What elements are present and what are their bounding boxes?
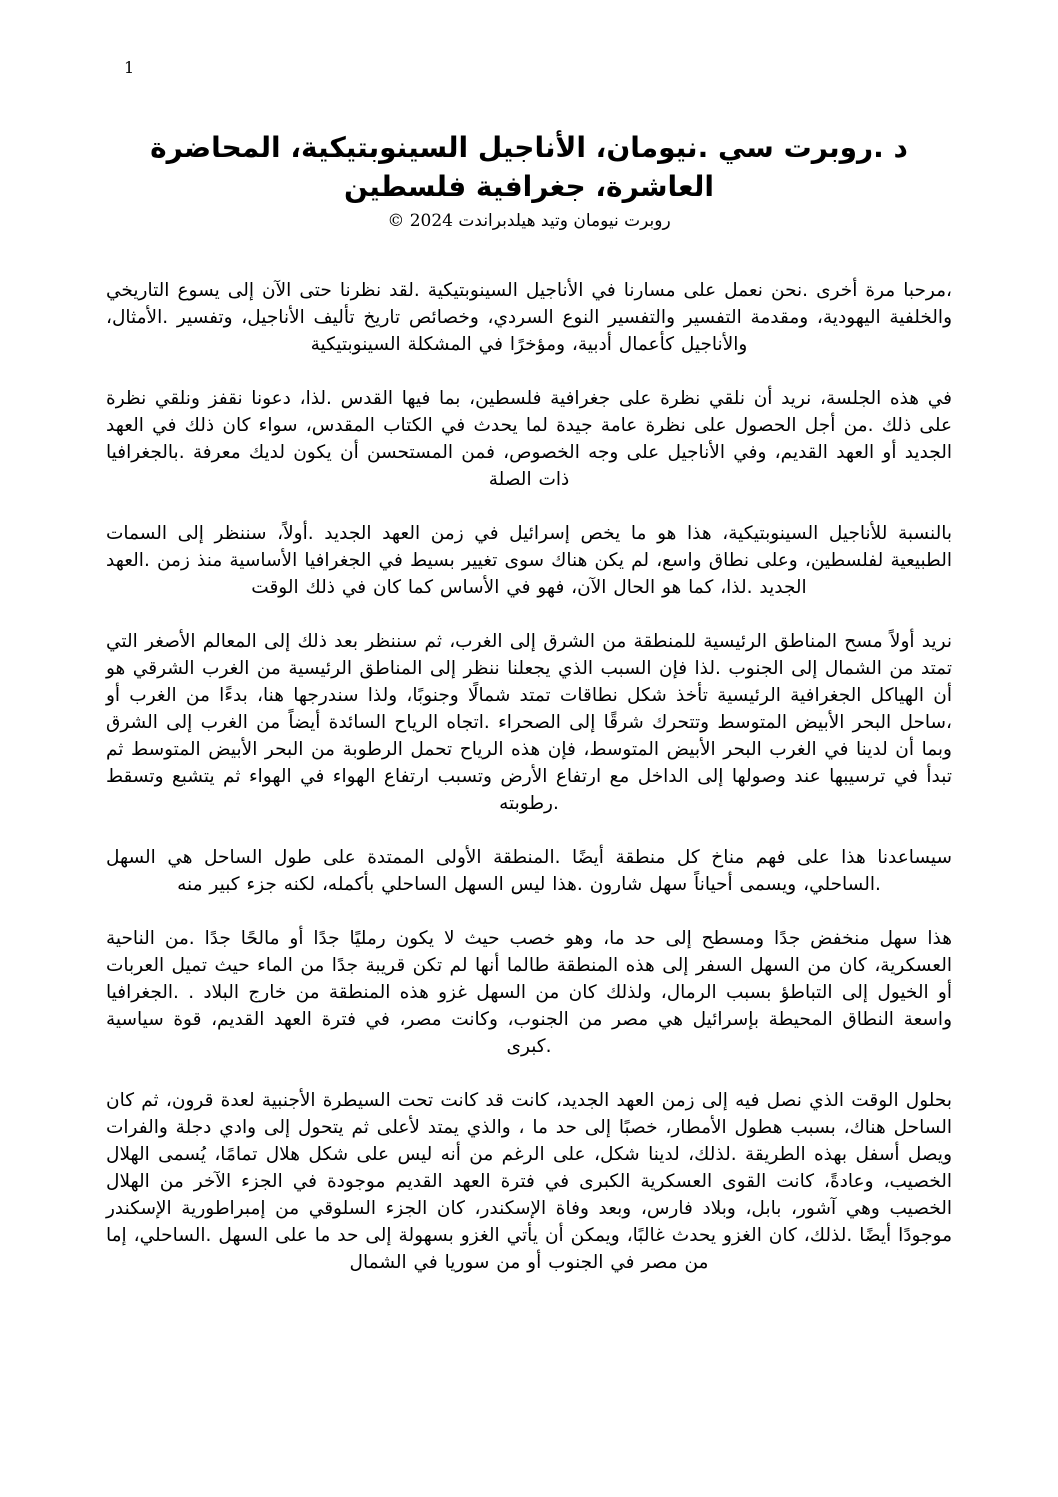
title-line-2: العاشرة، جغرافية فلسطين	[344, 170, 714, 203]
paragraph-2: في هذه الجلسة، نريد أن نلقي نظرة على جغرافية فلسطين، بما فيها القدس .لذا، دعونا نقفز ونلقي نظرة على ذلك .من أجل الحصول على نظرة عامة جيدة لما يحدث في الكتاب المقدس، سواء كان ذلك في العهد الجديد أو العهد القديم، وفي الأناجيل على وجه الخصوص، فمن المستحسن أن يكون لديك معرفة .بالجغرافيا ذات الصلة	[106, 388, 952, 490]
title-line-1: د .روبرت سي .نيومان، الأناجيل السينوبتيكية، المحاضرة	[150, 131, 908, 164]
paragraph-5: سيساعدنا هذا على فهم مناخ كل منطقة أيضًا .المنطقة الأولى الممتدة على طول الساحل هي السهل .الساحلي، ويسمى أحياناً سهل شارون .هذا ليس السهل الساحلي بأكمله، لكنه جزء كبير منه	[106, 847, 952, 895]
copyright-line: روبرت نيومان وتيد هيلدبراندت 2024 ©	[387, 211, 671, 231]
paragraph-6: هذا سهل منخفض جدًا ومسطح إلى حد ما، وهو خصب حيث لا يكون رمليًا جدًا أو مالحًا جدًا .من الناحية العسكرية، كان من السهل السفر إلى هذه المنطقة طالما أنها لم تكن قريبة جدًا من الماء حيث تميل العربات أو الخيول إلى التباطؤ بسبب الرمال، ولذلك كان من السهل غزو هذه المنطقة من خارج البلاد . .الجغرافيا واسعة النطاق المحيطة بإسرائيل هي مصر من الجنوب، وكانت مصر، في فترة العهد القديم، قوة سياسية .كبرى	[106, 928, 952, 1057]
transcript-body	[106, 233, 952, 1276]
page-number: 1	[124, 58, 135, 77]
document-title	[106, 0, 952, 206]
paragraph-7: بحلول الوقت الذي نصل فيه إلى زمن العهد الجديد، كانت قد كانت تحت السيطرة الأجنبية لعدة قرون، ثم كان الساحل هناك، بسبب هطول الأمطار، خصبًا إلى حد ما ، والذي يمتد لأعلى ثم يتحول إلى وادي دجلة والفرات ويصل أسفل بهذه الطريقة .لذلك، لدينا شكل، على الرغم من أنه ليس على شكل هلال تمامًا، يُسمى الهلال الخصيب، وعادةً، كانت القوى العسكرية الكبرى في فترة العهد القديم موجودة في الجزء الآخر من الهلال الخصيب وهي آشور، بابل، وبلاد فارس، وبعد وفاة الإسكندر، كان الجزء السلوقي من إمبراطورية الإسكندر موجودًا أيضًا .لذلك، كان الغزو يحدث غالبًا، ويمكن أن يأتي الغزو بسهولة إلى حد ما على السهل .الساحلي، إما من مصر في الجنوب أو من سوريا في الشمال	[106, 1090, 952, 1273]
paragraph-4: نريد أولاً مسح المناطق الرئيسية للمنطقة من الشرق إلى الغرب، ثم سننظر بعد ذلك إلى المعالم الأصغر التي تمتد من الشمال إلى الجنوب .لذا فإن السبب الذي يجعلنا ننظر إلى المناطق الرئيسية من الغرب الشرقي هو أن الهياكل الجغرافية الرئيسية تأخذ شكل نطاقات تمتد شمالًا وجنوبًا، ولذا سندرجها هنا، بدءًا من الغرب أو ،ساحل البحر الأبيض المتوسط وتتحرك شرقًا إلى الصحراء .اتجاه الرياح السائدة أيضاً من الغرب إلى الشرق وبما أن لدينا في الغرب البحر الأبيض المتوسط، فإن هذه الرياح تحمل الرطوبة من البحر الأبيض المتوسط ثم تبدأ في ترسيبها عند وصولها إلى الداخل مع ارتفاع الأرض وتسبب ارتفاع الهواء في الهواء ثم يتشبع وتسقط .رطوبته	[106, 631, 952, 814]
paragraph-3: بالنسبة للأناجيل السينوبتيكية، هذا هو ما يخص إسرائيل في زمن العهد الجديد .أولاً، سننظر إلى السمات الطبيعية لفلسطين، وعلى نطاق واسع، لم يكن هناك سوى تغيير بسيط في الجغرافيا الأساسية منذ زمن .العهد الجديد .لذا، كما هو الحال الآن، فهو في الأساس كما كان في ذلك الوقت	[106, 523, 952, 598]
paragraph-1: ،مرحبا مرة أخرى .نحن نعمل على مسارنا في الأناجيل السينوبتيكية .لقد نظرنا حتى الآن إلى يسوع التاريخي والخلفية اليهودية، ومقدمة التفسير والتفسير النوع السردي، وخصائص تاريخ تأليف الأناجيل، وتفسير .الأمثال، والأناجيل كأعمال أدبية، ومؤخرًا في المشكلة السينوبتيكية	[106, 280, 952, 355]
